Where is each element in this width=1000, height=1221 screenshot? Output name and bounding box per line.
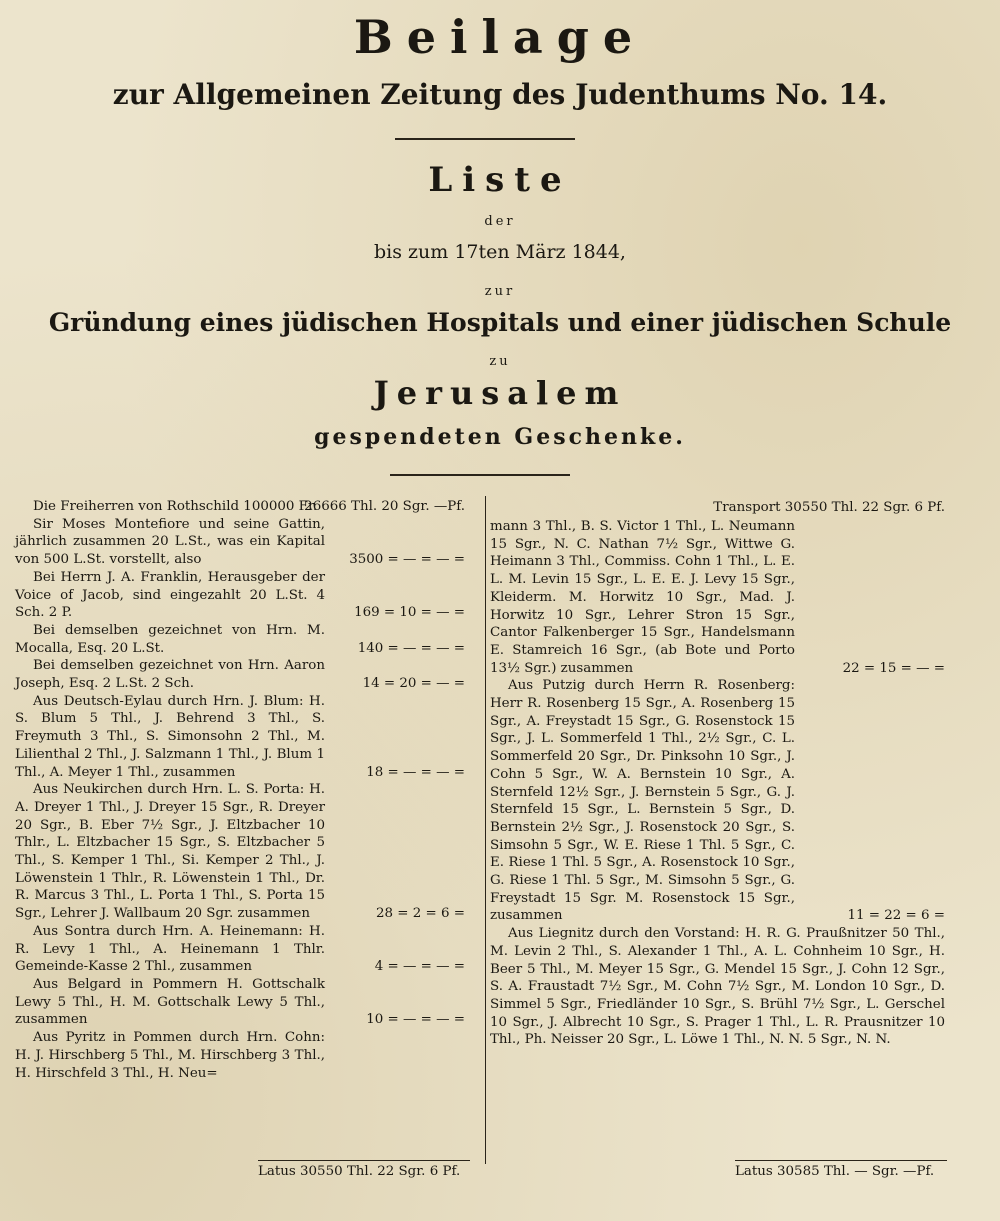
donation-entry [490, 518, 945, 677]
donation-text: Die Freiherren von Rothschild 100000 Fr. [33, 499, 318, 514]
zur-line: zur [484, 284, 516, 299]
header-rule [395, 138, 575, 140]
donation-entry [15, 1029, 465, 1082]
donation-entry [15, 693, 465, 782]
donation-amount: 169 = 10 = — = [354, 605, 465, 621]
donation-amount: 26666 Thl. 20 Sgr. —Pf. [304, 499, 465, 514]
donation-amount: 22 = 15 = — = [842, 660, 945, 676]
date-line: bis zum 17ten März 1844, [374, 241, 626, 263]
donation-text: Bei demselben gezeichnet von Hrn. M. Mocalla, Esq. 20 L.St. [15, 622, 325, 656]
donation-text: Sir Moses Montefiore und seine Gattin, jährlich zusammen 20 L.St., was ein Kapital von 500 L.St. vorstellt, also [15, 516, 325, 568]
donation-entry [15, 976, 465, 1029]
donation-amount: 4 = — = — = [374, 959, 465, 975]
list-title: Liste [428, 160, 572, 200]
donation-text: Aus Deutsch-Eylau durch Hrn. J. Blum: H. S. Blum 5 Thl., J. Behrend 3 Thl., S. Freymuth 3 Thl., S. Simonsohn 2 Thl., M. Lilienthal 2 Thl., J. Salzmann 1 Thl., J. Blum 1 Thl., A. Meyer 1 Thl., zusammen [15, 693, 325, 780]
right-footer-rule [735, 1160, 947, 1161]
donation-amount: 3500 = — = — = [349, 552, 465, 568]
column-divider [485, 496, 486, 1164]
donation-amount: 28 = 2 = 6 = [375, 906, 465, 922]
donation-amount: 10 = — = — = [366, 1012, 465, 1028]
city-title: Jerusalem [373, 374, 627, 412]
donation-entry [15, 781, 465, 923]
donation-amount: 14 = 20 = — = [362, 676, 465, 692]
donation-text: Aus Neukirchen durch Hrn. L. S. Porta: H. A. Dreyer 1 Thl., J. Dreyer 15 Sgr., R. Dreyer 20 Sgr., B. Eber 7½ Sgr., J. Eltzbacher 10 Thlr., L. Eltzbacher 15 Sgr., S. Eltzbacher 5 Thl., S. Kemper 1 Thl., Si. Kemper 2 Thl., J. Löwenstein 1 Thlr., R. Löwenstein 1 Thl., Dr. R. Marcus 3 Thl., L. Porta 1 Thl., S. Porta 15 Sgr., Lehrer J. Wallbaum 20 Sgr. zusammen [15, 782, 325, 922]
donation-entry [490, 677, 945, 925]
donation-text: Aus Pyritz in Pommen durch Hrn. Cohn: H. J. Hirschberg 5 Thl., M. Hirschberg 3 Thl., H. Hirschfeld 3 Thl., H. Neu= [15, 1030, 325, 1081]
supplement-title: Beilage [353, 10, 647, 64]
donation-text: Aus Belgard in Pommern H. Gottschalk Lewy 5 Thl., H. M. Gottschalk Lewy 5 Thl., zusammen [15, 976, 325, 1028]
donation-text: mann 3 Thl., B. S. Victor 1 Thl., L. Neumann 15 Sgr., N. C. Nathan 7½ Sgr., Wittwe G. Heimann 3 Thl., Commiss. Cohn 1 Thl., L. E. L. M. Levin 15 Sgr., L. E. E. J. Levy 15 Sgr., Kleiderm. M. Horwitz 10 Sgr., Mad. J. Horwitz 10 Sgr., Lehrer Stron 15 Sgr., Cantor Falkenberger 15 Sgr., Handelsmann E. Stamreich 16 Sgr., (ab Bote und Porto 13½ Sgr.) zusammen [490, 519, 795, 676]
der-line: der [484, 214, 516, 229]
donation-entry [15, 498, 465, 516]
transport-total: Transport 30550 Thl. 22 Sgr. 6 Pf. [713, 500, 945, 515]
latus-right: Latus 30585 Thl. — Sgr. —Pf. [735, 1164, 935, 1179]
donation-text: Aus Liegnitz durch den Vorstand: H. R. G. Praußnitzer 50 Thl., M. Levin 2 Thl., S. Alexander 1 Thl., A. L. Cohnheim 10 Sgr., H. Beer 5 Thl., M. Meyer 15 Sgr., G. Mendel 15 Sgr., J. Cohn 12 Sgr., S. A. Fraustadt 7½ Sgr., M. Cohn 7½ Sgr., M. London 10 Sgr., D. Simmel 5 Sgr., Friedländer 10 Sgr., S. Brühl 7½ Sgr., L. Gerschel 10 Sgr., J. Albrecht 10 Sgr., S. Prager 1 Thl., L. R. Prausnitzer 10 Thl., Ph. Neisser 20 Sgr., L. Löwe 1 Thl., N. N. 5 Sgr., N. N. [490, 926, 945, 1048]
donation-entry [15, 569, 465, 622]
donation-amount: 18 = — = — = [366, 764, 465, 780]
donation-amount: 140 = — = — = [357, 640, 465, 656]
donation-entry [15, 923, 465, 976]
donation-entry [15, 657, 465, 692]
left-footer-rule [258, 1160, 470, 1161]
latus-left: Latus 30550 Thl. 22 Sgr. 6 Pf. [258, 1164, 461, 1179]
title-rule [390, 474, 570, 476]
zu-line: zu [489, 354, 511, 369]
donation-text: Bei demselben gezeichnet von Hrn. Aaron Joseph, Esq. 2 L.St. 2 Sch. [15, 658, 325, 692]
donation-amount: 11 = 22 = 6 = [847, 908, 945, 924]
donation-text: Bei Herrn J. A. Franklin, Herausgeber der Voice of Jacob, sind eingezahlt 20 L.St. 4 Sch. 2 P. [15, 569, 325, 621]
purpose-line: Gründung eines jüdischen Hospitals und einer jüdischen Schule [48, 308, 952, 337]
donation-text: Aus Putzig durch Herrn R. Rosenberg: Herr R. Rosenberg 15 Sgr., A. Rosenberg 15 Sgr., A. Freystadt 15 Sgr., G. Rosenstock 15 Sgr., J. L. Sommerfeld 1 Thl., 2½ Sgr., C. L. Sommerfeld 20 Sgr., Dr. Pinksohn 10 Sgr., J. Cohn 5 Sgr., W. A. Bernstein 10 Sgr., A. Sternfeld 12½ Sgr., J. Bernstein 5 Sgr., G. J. Sternfeld 15 Sgr., L. Bernstein 5 Sgr., D. Bernstein 2½ Sgr., J. Rosenstock 20 Sgr., S. Simsohn 5 Sgr., W. E. Riese 1 Thl. 5 Sgr., C. E. Riese 1 Thl. 5 Sgr., A. Rosenstock 10 Sgr., G. Riese 1 Thl. 5 Sgr., M. Simsohn 5 Sgr., G. Freystadt 15 Sgr. M. Rosenstock 15 Sgr., zusammen [490, 678, 795, 924]
donation-text: Aus Sontra durch Hrn. A. Heinemann: H. R. Levy 1 Thl., A. Heinemann 1 Thlr. Gemeinde-Kasse 2 Thl., zusammen [15, 923, 325, 975]
left-column [15, 498, 465, 1082]
donation-entry [15, 622, 465, 657]
donation-entry [490, 925, 945, 1049]
right-column [490, 518, 945, 1049]
donation-entry [15, 516, 465, 569]
donations-title: gespendeten Geschenke. [314, 424, 686, 450]
newspaper-name: zur Allgemeinen Zeitung des Judenthums No. 14. [112, 78, 888, 111]
